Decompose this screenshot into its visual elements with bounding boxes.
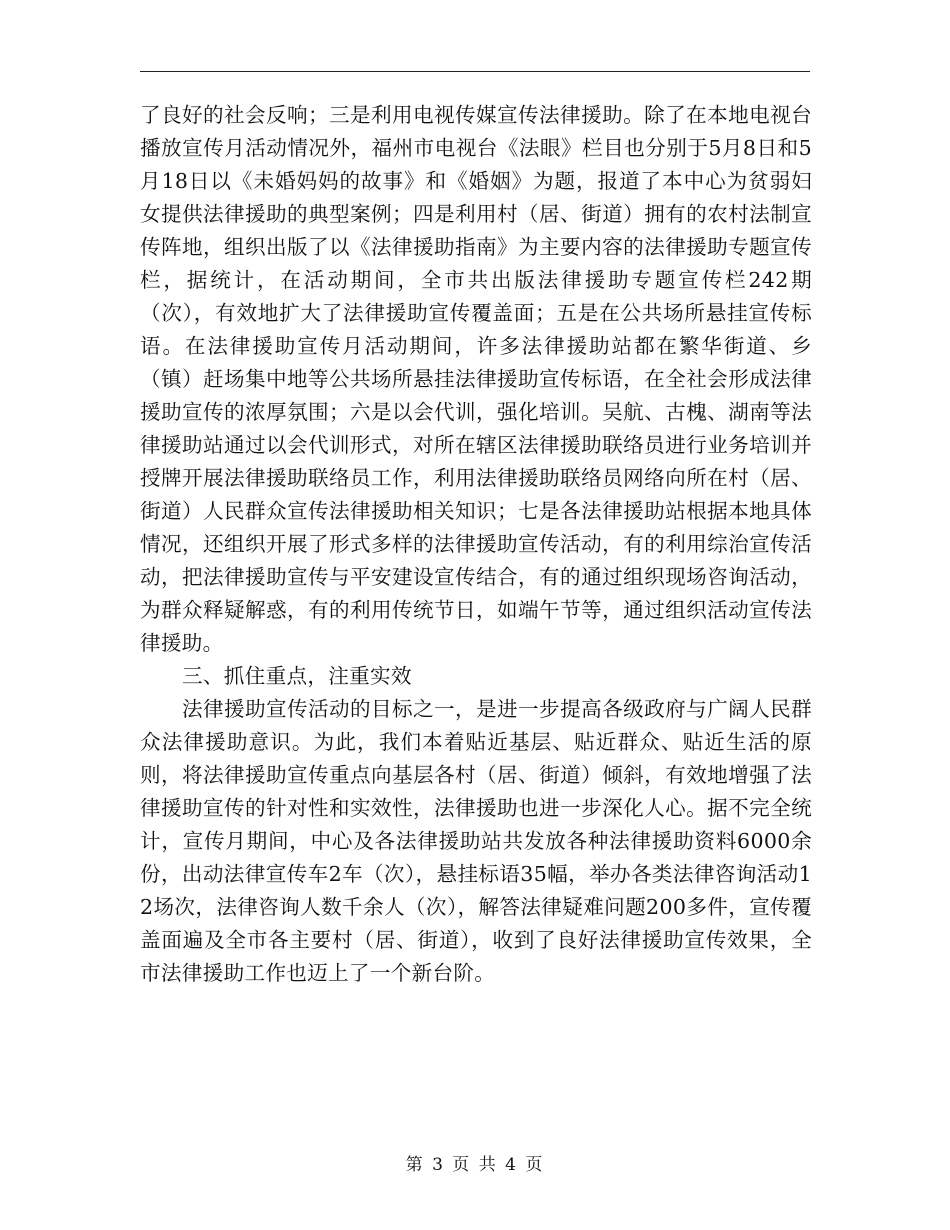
body-paragraph-1: 了良好的社会反响；三是利用电视传媒宣传法律援助。除了在本地电视台播放宣传月活动情况外，福州市电视台《法眼》栏目也分别于5月8日和5月18日以《未婚妈妈的故事》和《婚姻》为题，报道了本中心为贫弱妇女提供法律援助的典型案例；四是利用村（居、街道）拥有的农村法制宣传阵地，组织出版了以《法律援助指南》为主要内容的法律援助专题宣传栏，据统计，在活动期间，全市共出版法律援助专题宣传栏242期（次），有效地扩大了法律援助宣传覆盖面；五是在公共场所悬挂宣传标语。在法律援助宣传月活动期间，许多法律援助站都在繁华街道、乡（镇）赶场集中地等公共场所悬挂法律援助宣传标语，在全社会形成法律援助宣传的浓厚氛围；六是以会代训，强化培训。吴航、古槐、湖南等法律援助站通过以会代训形式，对所在辖区法律援助联络员进行业务培训并授牌开展法律援助联络员工作，利用法律援助联络员网络向所在村（居、街道）人民群众宣传法律援助相关知识；七是各法律援助站根据本地具体情况，还组织开展了形式多样的法律援助宣传活动，有的利用综治宣传活动，把法律援助宣传与平安建设宣传结合，有的通过组织现场咨询活动，为群众释疑解惑，有的利用传统节日，如端午节等，通过组织活动宣传法律援助。 bbox=[140, 103, 812, 655]
header-rule bbox=[140, 71, 810, 72]
body-paragraph-2: 法律援助宣传活动的目标之一，是进一步提高各级政府与广阔人民群众法律援助意识。为此，我们本着贴近基层、贴近群众、贴近生活的原则，将法律援助宣传重点向基层各村（居、街道）倾斜，有效地增强了法律援助宣传的针对性和实效性，法律援助也进一步深化人心。据不完全统计，宣传月期间，中心及各法律援助站共发放各种法律援助资料6000余份，出动法律宣传车2车（次），悬挂标语35幅，举办各类法律咨询活动12场次，法律咨询人数千余人（次），解答法律疑难问题200多件，宣传覆盖面遍及全市各主要村（居、街道），收到了良好法律援助宣传效果，全市法律援助工作也迈上了一个新台阶。 bbox=[140, 697, 812, 985]
section-heading-3: 三、抓住重点，注重实效 bbox=[182, 664, 412, 688]
document-body bbox=[140, 99, 812, 990]
page-number: 第 3 页 共 4 页 bbox=[405, 1155, 545, 1175]
